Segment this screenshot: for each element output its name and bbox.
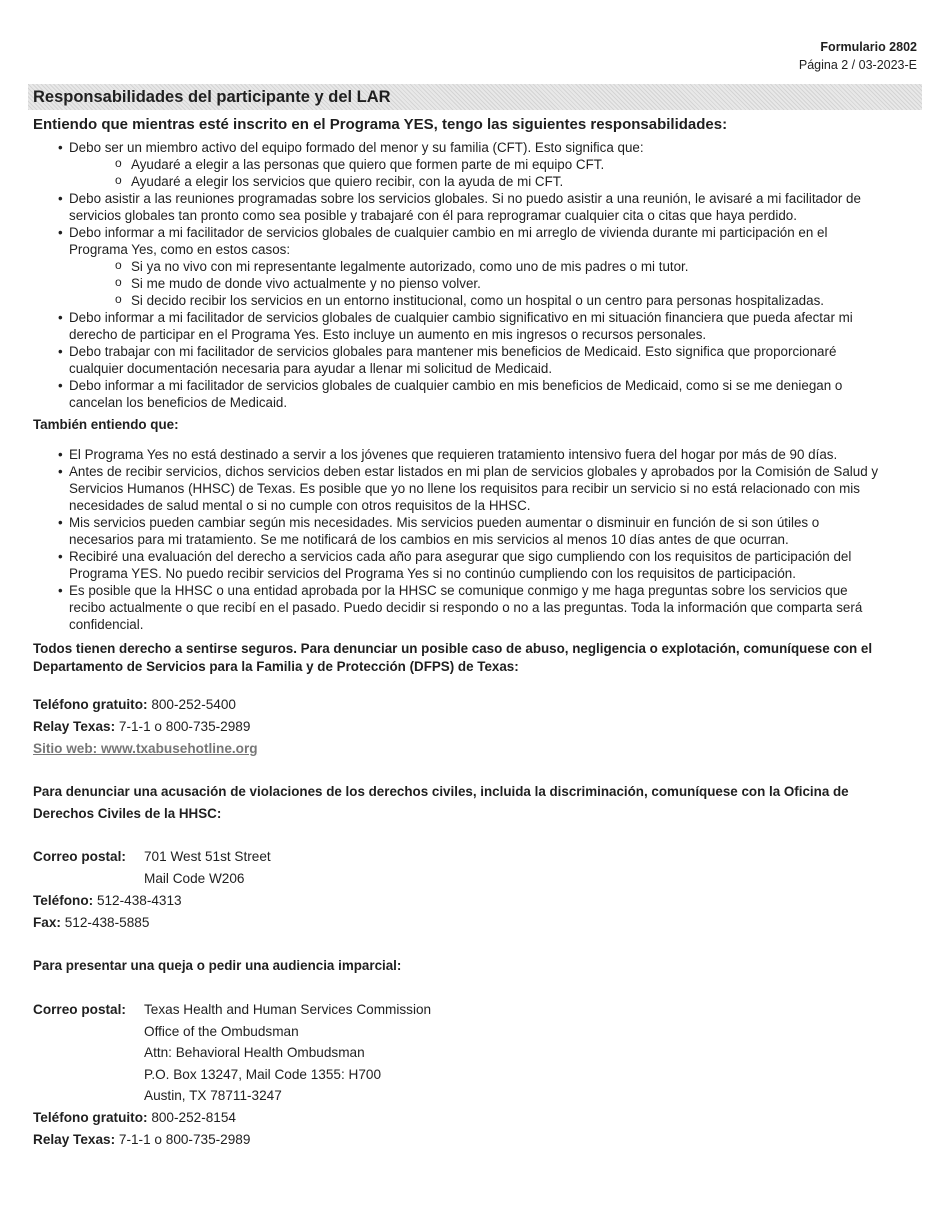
phone-label: Teléfono gratuito: [33,697,148,712]
phone-label: Teléfono gratuito: [33,1110,148,1125]
address-line: Office of the Ombudsman [144,1023,299,1039]
civil-mail-label-row [33,848,126,866]
complaint-phone [33,1109,236,1127]
sub-list-item: o Ayudaré a elegir a las personas que quiero que formen parte de mi equipo CFT. [33,156,923,173]
address-line: Attn: Behavioral Health Ombudsman [144,1045,365,1061]
abuse-notice-line: Departamento de Servicios para la Familia y de Protección (DFPS) de Texas: [33,659,519,674]
fax-label: Fax: [33,915,61,930]
list-item: • Mis servicios pueden cambiar según mis necesidades. Mis servicios pueden aumentar o disminuir en función de si son útiles o [33,514,923,531]
list-item: • Recibiré una evaluación del derecho a servicios cada año para asegurar que sigo cumpliendo con los requisitos de participación del [33,548,923,565]
list-item-continuation: cualquier documentación necesaria para ayudar a llenar mi solicitud de Medicaid. [69,361,553,376]
list-item-continuation: Servicios Humanos (HHSC) de Texas. Es posible que yo no llene los requisitos para recibir un servicio si no está relacionado con mis [69,481,860,496]
relay-number: 7-1-1 o 800-735-2989 [118,1132,251,1147]
page-header [799,38,917,74]
list-item-continuation: necesarios para mi tratamiento. Se me notificará de los cambios en mis servicios al menos 10 días antes de que ocurran. [69,532,789,547]
list-item-continuation: recibo actualmente o que recibí en el pasado. Puedo decidir si respondo o no a las preguntas. Toda la información que comparta será [69,600,863,615]
address-line: P.O. Box 13247, Mail Code 1355: H700 [144,1066,382,1082]
civil-phone [33,892,182,910]
also-understand-title: También entiendo que: [33,417,179,432]
list-item: • Debo asistir a las reuniones programadas sobre los servicios globales. Si no puedo asistir a una reunión, le avisaré a mi facilitador de [33,190,923,207]
fax-number: 512-438-5885 [64,915,150,930]
list-item-continuation: Programa YES. No puedo recibir servicios del Programa Yes si no continúo cumpliendo con los requisitos de participación. [69,566,796,581]
address-line: 701 West 51st Street [144,849,271,864]
list-item: • Debo ser un miembro activo del equipo formado del menor y su familia (CFT). Esto significa que: [33,139,923,156]
list-item-continuation: servicios globales tan pronto como sea posible y trabajaré con él para reprogramar cualquier cita o citas que haya perdido. [69,208,797,223]
list-item: • Debo informar a mi facilitador de servicios globales de cualquier cambio significativo en mi situación financiera que pueda afectar mi [33,309,923,326]
list-item: • Debo trabajar con mi facilitador de servicios globales para mantener mis beneficios de Medicaid. Esto significa que proporcionaré [33,343,923,360]
complaint-relay [33,1131,250,1149]
relay-label: Relay Texas: [33,719,116,734]
list-item: • El Programa Yes no está destinado a servir a los jóvenes que requieren tratamiento intensivo fuera del hogar por más de 90 días. [33,446,923,463]
address-line: Mail Code W206 [144,871,245,886]
mail-label: Correo postal: [33,849,126,864]
list-item-continuation: derecho de participar en el Programa Yes. Esto incluye un aumento en mis ingresos o recursos personales. [69,327,707,342]
responsibilities-list [33,139,923,411]
sub-list-item: o Si me mudo de donde vivo actualmente y no pienso volver. [33,275,923,292]
sub-list-item: o Si decido recibir los servicios en un entorno institucional, como un hospital o un centro para personas hospitalizadas. [33,292,923,309]
abuse-relay [33,718,250,736]
list-item-continuation: cancelan los beneficios de Medicaid. [69,395,288,410]
abuse-notice-line: Todos tienen derecho a sentirse seguros. Para denunciar un posible caso de abuso, negligencia o explotación, comuníquese con el [33,641,873,656]
address-line: Texas Health and Human Services Commission [144,1002,432,1017]
civil-address [144,848,271,888]
civil-fax [33,914,149,932]
abuse-website [33,740,258,758]
list-item: • Debo informar a mi facilitador de servicios globales de cualquier cambio en mi arreglo de vivienda durante mi participación en el [33,224,923,241]
relay-label: Relay Texas: [33,1132,116,1147]
abuse-report-notice [33,640,923,676]
section-title: Responsabilidades del participante y del LAR [28,84,922,110]
sub-list-item: o Ayudaré a elegir los servicios que quiero recibir, con la ayuda de mi CFT. [33,173,923,190]
civil-notice-line: Derechos Civiles de la HHSC: [33,806,222,821]
responsibilities-intro: Entiendo que mientras esté inscrito en el Programa YES, tengo las siguientes responsabilidades: [33,116,728,133]
list-item: • Antes de recibir servicios, dichos servicios deben estar listados en mi plan de servicios globales y aprobados por la Comisión de Salud y [33,463,923,480]
list-item-continuation: confidencial. [69,617,144,632]
civil-rights-notice [33,781,923,825]
understandings-list [33,446,923,633]
complaint-title: Para presentar una queja o pedir una audiencia imparcial: [33,958,402,973]
civil-notice-line: Para denunciar una acusación de violaciones de los derechos civiles, incluida la discriminación, comuníquese con la Oficina de [33,784,849,799]
website-link[interactable]: Sitio web: www.txabusehotline.org [33,741,258,756]
phone-label: Teléfono: [33,893,94,908]
phone-number: 800-252-8154 [151,1110,236,1125]
complaint-mail-label-row [33,1001,126,1019]
relay-number: 7-1-1 o 800-735-2989 [118,719,251,734]
complaint-address [144,999,431,1107]
list-item: • Debo informar a mi facilitador de servicios globales de cualquier cambio en mis beneficios de Medicaid, como si se me deniegan o [33,377,923,394]
list-item: • Es posible que la HHSC o una entidad aprobada por la HHSC se comunique conmigo y me haga preguntas sobre los servicios que [33,582,923,599]
mail-label: Correo postal: [33,1002,126,1017]
phone-number: 512-438-4313 [96,893,182,908]
page-info: Página 2 / 03-2023-E [798,58,917,72]
phone-number: 800-252-5400 [151,697,236,712]
abuse-phone [33,696,236,714]
list-item-continuation: Programa Yes, como en estos casos: [69,242,291,257]
sub-list-item: o Si ya no vivo con mi representante legalmente autorizado, como uno de mis padres o mi tutor. [33,258,923,275]
list-item-continuation: necesidades de salud mental o si no cumple con otros requisitos de la HHSC. [69,498,531,513]
address-line: Austin, TX 78711-3247 [144,1088,282,1104]
form-number: Formulario 2802 [820,40,917,54]
